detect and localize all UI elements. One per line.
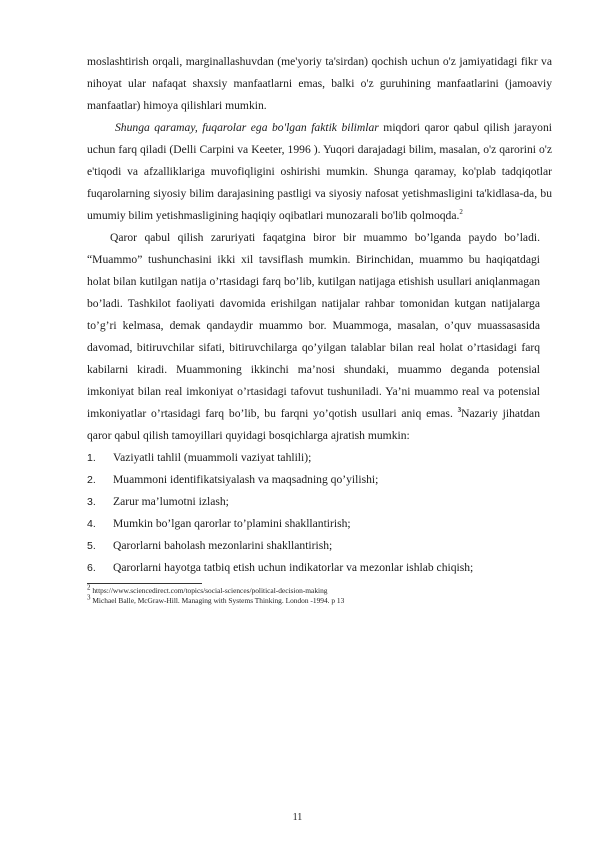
list-item-text: Qarorlarni baholash mezonlarini shakllantirish; xyxy=(113,539,333,552)
list-item-number: 5. xyxy=(87,540,96,552)
paragraph-1-text: moslashtirish orqali, marginallashuvdan (me'yoriy ta'sirdan) qochish uchun o'z jamiyatidagi fikr va nihoyat ular nafaqat shaxsiy manfaatlarni emas, balki o'z guruhining manfaatlarini (jamoaviy manfaatlar) himoya qilishlari mumkin. xyxy=(87,55,552,112)
list-item xyxy=(87,469,540,491)
footnote-3 xyxy=(87,593,552,606)
footnote-divider xyxy=(87,583,202,584)
footnote-text[interactable]: https://www.sciencedirect.com/topics/social-sciences/political-decision-making xyxy=(90,586,328,595)
decision-steps-list xyxy=(87,447,540,579)
footnote-ref-2[interactable]: 2 xyxy=(459,208,463,217)
list-item-text: Zarur ma’lumotni izlash; xyxy=(113,495,229,508)
paragraph-2-italic-lead: Shunga qaramay, fuqarolar ega bo'lgan faktik bilimlar xyxy=(115,121,379,134)
list-item xyxy=(87,557,540,579)
paragraph-2-text: miqdori qaror qabul qilish jarayoni uchun farq qiladi (Delli Carpini va Keeter, 1996 ). Yuqori darajadagi bilim, masalan, o'z qarorini o'z e'tiqodi va afzalliklariga muvofiqligini oshirishi mumkin. Shunga qaramay, ko'plab tadqiqotlar fuqarolarning siyosiy bilim darajasining pastligi va siyosiy nafosat yetishmasligini ta'kidlasa-da, bu umumiy bilim yetishmasligining haqiqiy oqibatlari munozarali bo'lib qolmoqda. xyxy=(87,121,552,222)
document-page xyxy=(87,51,552,606)
paragraph-1 xyxy=(87,51,552,117)
list-item-text: Muammoni identifikatsiyalash va maqsadning qo’yilishi; xyxy=(113,473,379,486)
footnote-marker: 2 xyxy=(87,583,91,592)
paragraph-3-text: Qaror qabul qilish zaruriyati faqatgina biror bir muammo bo’lganda paydo bo’ladi. “Muammo” tushunchasini ikki xil tavsiflash mumkin. Birinchidan, muammo bu haqiqatdagi holat bilan kutilgan natija o’rtasidagi farq bo’lib, kutilgan natijaga etishish usullari aniqlanmagan bo’ladi. Tashkilot faoliyati davomida erishilgan natijalar rahbar tomonidan kutgan natijalarga to’g’ri kelmasa, demak qandaydir muammo bor. Muammoga, masalan, o’quv muassasasida davomad, bitiruvchilar sifati, bitiruvchilarga qo’yilgan talablar bilan real holat o’rtasidagi farq kabilarni kiradi. Muammoning ikkinchi ma’nosi shundaki, muammo deganda potensial imkoniyat bilan real imkoniyat o’rtasidagi tafovut tushuniladi. Ya’ni muammo real va potensial imkoniyatlar o’rtasidagi farq bo’lib, bu farqni yo’qotish usullari aniq emas. xyxy=(87,231,540,420)
list-item-text: Mumkin bo’lgan qarorlar to’plamini shakllantirish; xyxy=(113,517,351,530)
list-item-text: Qarorlarni hayotga tatbiq etish uchun indikatorlar va mezonlar ishlab chiqish; xyxy=(113,561,474,574)
list-item xyxy=(87,513,540,535)
footnote-ref-3[interactable]: 3 xyxy=(457,406,462,415)
paragraph-3 xyxy=(87,227,540,447)
paragraph-2 xyxy=(87,117,552,227)
list-item-number: 2. xyxy=(87,474,96,486)
list-item xyxy=(87,535,540,557)
footnote-text: Michael Balle, McGraw-Hill. Managing with Systems Thinking. London -1994. p 13 xyxy=(90,596,345,605)
list-item-number: 1. xyxy=(87,452,96,464)
list-item xyxy=(87,491,540,513)
list-item-number: 4. xyxy=(87,518,96,530)
list-item xyxy=(87,447,540,469)
paragraph-3-continuation: Nazariy jihatdan qaror qabul qilish tamoyillari quyidagi bosqichlarga ajratish mumkin: xyxy=(87,407,540,442)
list-item-text: Vaziyatli tahlil (muammoli vaziyat tahlili); xyxy=(113,451,312,464)
page-number: 11 xyxy=(292,812,303,823)
list-item-number: 6. xyxy=(87,562,96,574)
footnote-2 xyxy=(87,583,552,596)
list-item-number: 3. xyxy=(87,496,96,508)
footnote-marker: 3 xyxy=(87,593,91,602)
